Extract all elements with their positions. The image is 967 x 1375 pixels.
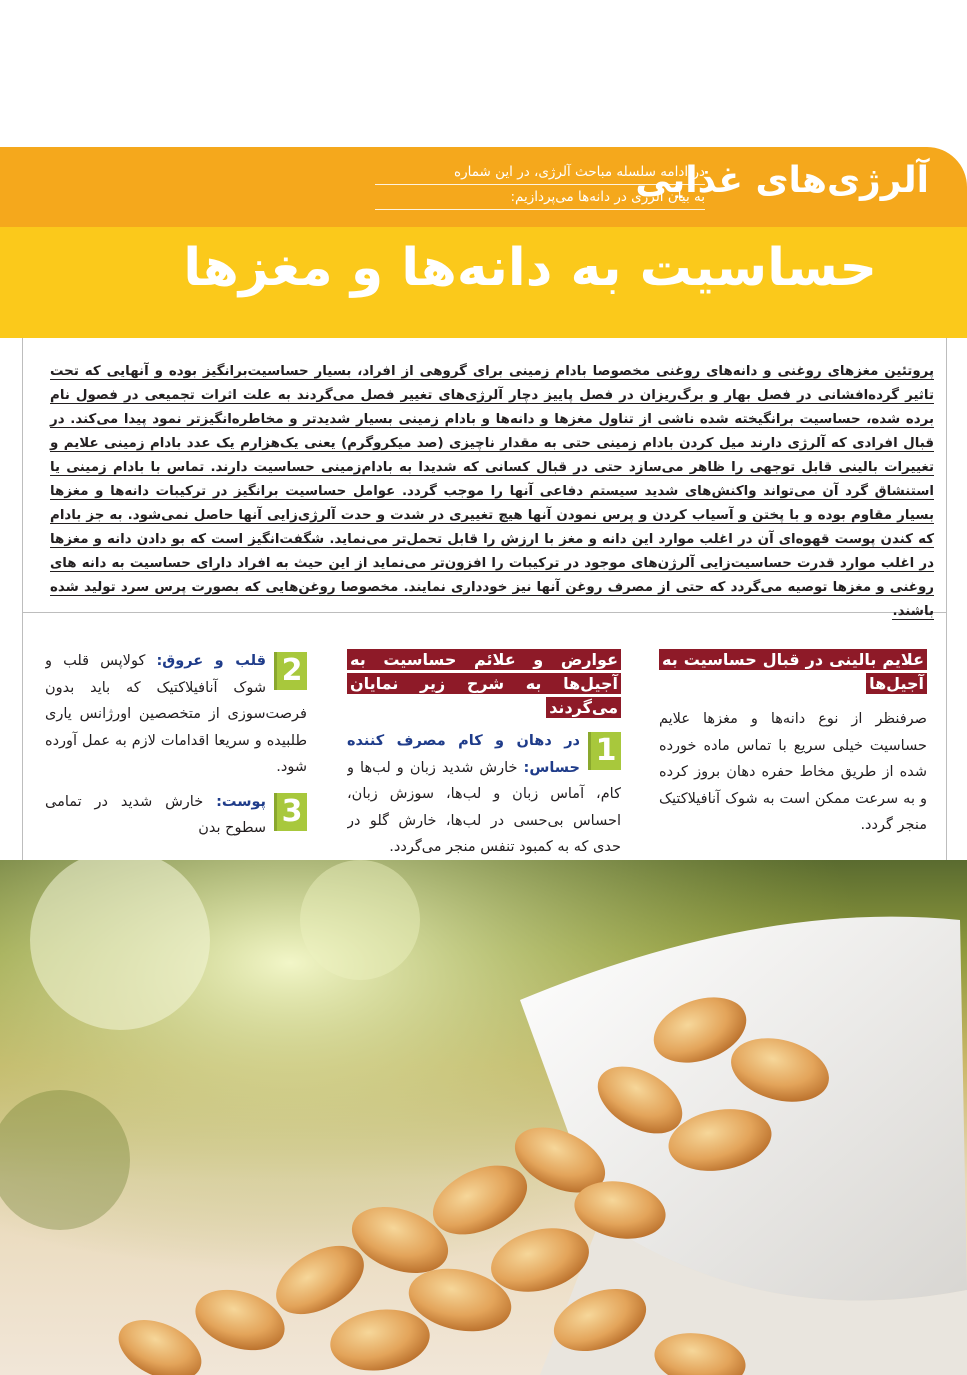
intro-paragraph <box>50 360 934 624</box>
item-label: پوست: <box>216 793 267 810</box>
item-text: خارش شدید در تمامی سطوح بدن <box>45 793 266 836</box>
symptom-item <box>45 789 307 842</box>
cashew-illustration <box>0 860 967 1375</box>
symptom-item <box>45 648 307 781</box>
series-title: آلرژی‌های غذایی <box>635 160 929 201</box>
series-intro <box>375 160 705 210</box>
item-number: 1 <box>588 732 621 770</box>
cashew-photo <box>0 860 967 1375</box>
item-number: 3 <box>274 793 307 831</box>
clinical-signs-text: صرفنظر از نوع دانه‌ها و مغزها علایم حساسیت خیلی سریع با تماس ماده خورده شده از طریق مخاط حفره دهان بروز کرده و به سرعت ممکن است به شوک آنافیلاکتیک منجر گردد. <box>659 711 927 833</box>
clinical-signs-heading: علایم بالینی در قبال حساسیت به آجیل‌ها <box>659 648 927 696</box>
symptom-item <box>347 728 621 861</box>
item-text: کولاپس قلب و شوک آنافیلاکتیک که باید بدون فرصت‌سوزی از متخصصین اورژانس یاری طلبیده و سریعا اقدامات لازم به عمل آورده شود. <box>45 653 307 775</box>
frame-line <box>946 338 947 860</box>
clinical-signs-column <box>659 648 927 839</box>
series-intro-line: در ادامه سلسله مباحث آلرژی، در این شماره <box>375 160 705 185</box>
intro-text: پروتئین مغزهای روغنی و دانه‌های روغنی مخصوصا بادام زمینی برای گروهی از افراد، بسیار حساسیت‌برانگیز بوده و آنهایی که تحت تاثیر گرده‌افشانی در فصل بهار و برگ‌ریزان در فصل پاییز دچار آلرژی‌های تغییر فصل می‌گردند به علت اثرات تجمیعی در فصول نام برده شده، حساسیت برانگیخته شده ناشی از تناول مغزها و دانه‌ها و بادام زمینی بسیار شدیدتر و مخاطره‌انگیزتر نمود پیدا می‌کند. در قبال افرادی که آلرژی دارند میل کردن بادام زمینی حتی به مقدار ناچیزی (صد میکروگرم) یعنی یک‌هزارم یک عدد بادام زمینی علایم و تغییرات بالینی قابل توجهی را ظاهر می‌سازد حتی در قبال کسانی که شدیدا به بادام‌زمینی حساسیت دارند. تماس با بادام زمینی یا استنشاق گرد آن می‌تواند واکنش‌های شدید سیستم دفاعی آنها را موجب گردد. عوامل حساسیت برانگیز در ترکیبات دانه‌ها و مغزها بسیار مقاوم بوده و با پختن و آسیاب کردن و پرس نمودن آنها هیچ تغییری در شدت و حدت آلرژی‌زایی آنها حاصل نمی‌شود. به جز بادام که کندن پوست قهوه‌ای آن در اغلب موارد این دانه و مغز با ارزش را قابل تحمل‌تر می‌نماید. شگفت‌انگیز است که بو دادن دانه و مغزها در اغلب موارد قدرت حساسیت‌زایی آلرژن‌های موجود در ترکیبات را افزون‌تر می‌نماید از این حیث به افراد دارای حساسیت به دانه های روغنی و مغزها توصیه می‌گردد که حتی از مصرف روغن آنها نیز خودداری نمایند. مخصوصا روغن‌هایی که بصورت پرس سرد تولید شده باشند. <box>50 364 934 619</box>
item-number: 2 <box>274 652 307 690</box>
symptoms-heading: عوارض و علائم حساسیت به آجیل‌ها به شرح زیر نمایان می‌گردند <box>347 648 621 720</box>
item-label: قلب و عروق: <box>156 653 266 669</box>
item-text: خارش شدید زبان و لب‌ها و کام، آماس زبان و لب‌ها، سوزش زبان، احساس بی‌حسی در لب‌ها، خارش گلو در حدی که به کمبود تنفس منجر می‌گردد. <box>347 759 621 855</box>
series-intro-line: به بیان آلرژی در دانه‌ها می‌پردازیم: <box>375 185 705 210</box>
symptoms-column-continued <box>45 648 307 842</box>
page-title: حساسیت به دانه‌ها و مغزها <box>183 238 877 298</box>
light-bokeh <box>300 860 420 980</box>
symptoms-column <box>347 648 621 861</box>
frame-line <box>22 338 23 860</box>
item-label: در دهان و کام مصرف کننده حساس: <box>347 733 581 776</box>
